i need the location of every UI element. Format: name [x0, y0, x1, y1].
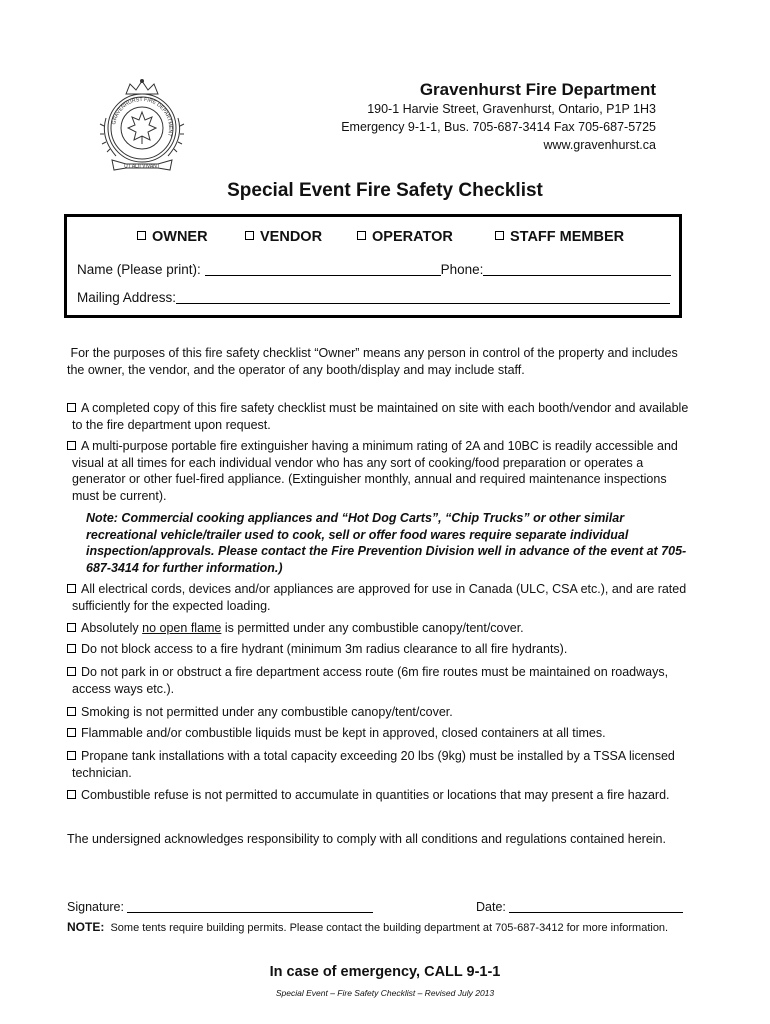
item-text: visual at all times for each individual vendor who has any sort of cooking/food preparation or operates a: [72, 455, 644, 470]
checkbox[interactable]: [495, 231, 504, 240]
role-label: STAFF MEMBER: [510, 229, 625, 245]
role-vendor[interactable]: [245, 229, 322, 245]
item-text: Do not park in or obstruct a fire department access route (6m fire routes must be maintained on roadways,: [81, 665, 669, 679]
checkbox[interactable]: [357, 231, 366, 240]
address-label: Mailing Address:: [77, 290, 177, 305]
checklist-item: [67, 641, 713, 658]
applicant-info-box: [64, 214, 682, 318]
note-label: NOTE:: [67, 920, 105, 934]
acknowledgement-text: The undersigned acknowledges responsibility to comply with all conditions and regulations contained herein.: [67, 832, 666, 846]
role-owner[interactable]: [137, 229, 208, 245]
checklist-item: [67, 664, 713, 697]
role-staff-member[interactable]: [495, 229, 624, 245]
item-text: Combustible refuse is not permitted to accumulate in quantities or locations that may present a fire hazard.: [81, 788, 670, 802]
name-label: Name (Please print):: [77, 262, 201, 277]
item-text: Smoking is not permitted under any combustible canopy/tent/cover.: [81, 705, 453, 719]
emergency-callout: In case of emergency, CALL 9-1-1: [269, 964, 501, 980]
note-text: Some tents require building permits. Please contact the building department at 705-687-3412 for more information.: [104, 922, 669, 934]
building-permit-note: [67, 920, 727, 934]
checklist-item: [67, 400, 713, 433]
role-operator[interactable]: [357, 229, 453, 245]
item-text: A completed copy of this fire safety checklist must be maintained on site with each booth/vendor and available: [81, 401, 689, 415]
checklist-item: [67, 787, 713, 804]
checklist-item: [67, 704, 713, 721]
item-text: generator or other fuel-fired appliance. (Extinguisher monthly, annual and required maintenance inspections: [72, 472, 667, 486]
intro-paragraph: [67, 345, 713, 379]
item-text: must be current).: [72, 488, 167, 503]
footer-revision: Special Event – Fire Safety Checklist – Revised July 2013: [275, 988, 495, 998]
checklist-item: [67, 620, 713, 637]
note-text: 687-3414 for further information.): [86, 560, 283, 575]
note-text: recreational vehicle/trailer used to cook, sell or offer food wares require separate individual: [86, 527, 629, 542]
item-text: All electrical cords, devices and/or appliances are approved for use in Canada (ULC, CSA etc.), and are rated: [81, 582, 687, 596]
name-phone-row: [77, 261, 671, 277]
date-label: Date:: [476, 900, 506, 914]
checklist-item: [67, 748, 713, 781]
signature-row: [67, 898, 373, 914]
intro-line: the owner, the vendor, and the operator of any booth/display and may include staff.: [67, 363, 525, 377]
signature-label: Signature:: [67, 900, 124, 914]
date-row: [476, 898, 683, 914]
address-field[interactable]: [176, 289, 670, 304]
item-text: Absolutely: [81, 621, 143, 635]
note-text: Note: Commercial cooking appliances and “Hot Dog Carts”, “Chip Trucks” or other similar: [86, 511, 625, 525]
checklist-item: [67, 725, 713, 742]
date-field[interactable]: [509, 898, 683, 913]
checkbox[interactable]: [67, 403, 76, 412]
phone-field[interactable]: [483, 261, 671, 276]
checkbox[interactable]: [67, 441, 76, 450]
checkbox[interactable]: [67, 707, 76, 716]
item-text: A multi-purpose portable fire extinguisher having a minimum rating of 2A and 10BC is readily accessible and: [81, 439, 678, 453]
commercial-cooking-note: [86, 510, 712, 576]
item-text: Flammable and/or combustible liquids must be kept in approved, closed containers at all times.: [81, 726, 606, 740]
no-open-flame-emphasis: no open flame: [142, 621, 222, 635]
checkbox[interactable]: [67, 644, 76, 653]
name-field[interactable]: [205, 261, 441, 276]
item-text: is permitted under any combustible canopy/tent/cover.: [221, 621, 524, 635]
checkbox[interactable]: [67, 751, 76, 760]
checkbox[interactable]: [67, 623, 76, 632]
item-text: access ways etc.).: [72, 681, 175, 696]
checklist-item: [67, 438, 713, 504]
checklist-item: [67, 581, 713, 614]
department-website: www.gravenhurst.ca: [543, 138, 656, 152]
department-phone: Emergency 9-1-1, Bus. 705-687-3414 Fax 705-687-5725: [341, 120, 656, 134]
signature-field[interactable]: [127, 898, 373, 913]
department-address: 190-1 Harvie Street, Gravenhurst, Ontario, P1P 1H3: [367, 102, 656, 116]
role-label: VENDOR: [260, 229, 323, 245]
address-row: [77, 289, 670, 305]
phone-label: Phone:: [440, 262, 484, 277]
checkbox[interactable]: [137, 231, 146, 240]
note-text: inspection/approvals. Please contact the Fire Prevention Division well in advance of the event at 705-: [86, 544, 687, 558]
intro-line: For the purposes of this fire safety checklist “Owner” means any person in control of the property and includes: [67, 346, 678, 360]
checkbox[interactable]: [67, 667, 76, 676]
checkbox[interactable]: [67, 790, 76, 799]
item-text: Propane tank installations with a total capacity exceeding 20 lbs (9kg) must be installed by a TSSA licensed: [81, 749, 675, 763]
checkbox[interactable]: [67, 728, 76, 737]
checkbox[interactable]: [67, 584, 76, 593]
item-text: technician.: [72, 765, 132, 780]
item-text: sufficiently for the expected loading.: [72, 598, 271, 613]
fire-department-crest-logo: [86, 78, 198, 178]
department-name: Gravenhurst Fire Department: [419, 80, 656, 99]
role-label: OWNER: [152, 229, 208, 245]
logo-ring-text: GRAVENHURST FIRE DEPARTMENT: [111, 96, 174, 138]
item-text: Do not block access to a fire hydrant (minimum 3m radius clearance to all fire hydrants).: [81, 642, 568, 656]
logo-motto: UT ALII VIVANT: [124, 163, 160, 170]
item-text: to the fire department upon request.: [72, 417, 271, 432]
page-title: Special Event Fire Safety Checklist: [227, 180, 543, 201]
checkbox[interactable]: [245, 231, 254, 240]
role-label: OPERATOR: [372, 229, 453, 245]
